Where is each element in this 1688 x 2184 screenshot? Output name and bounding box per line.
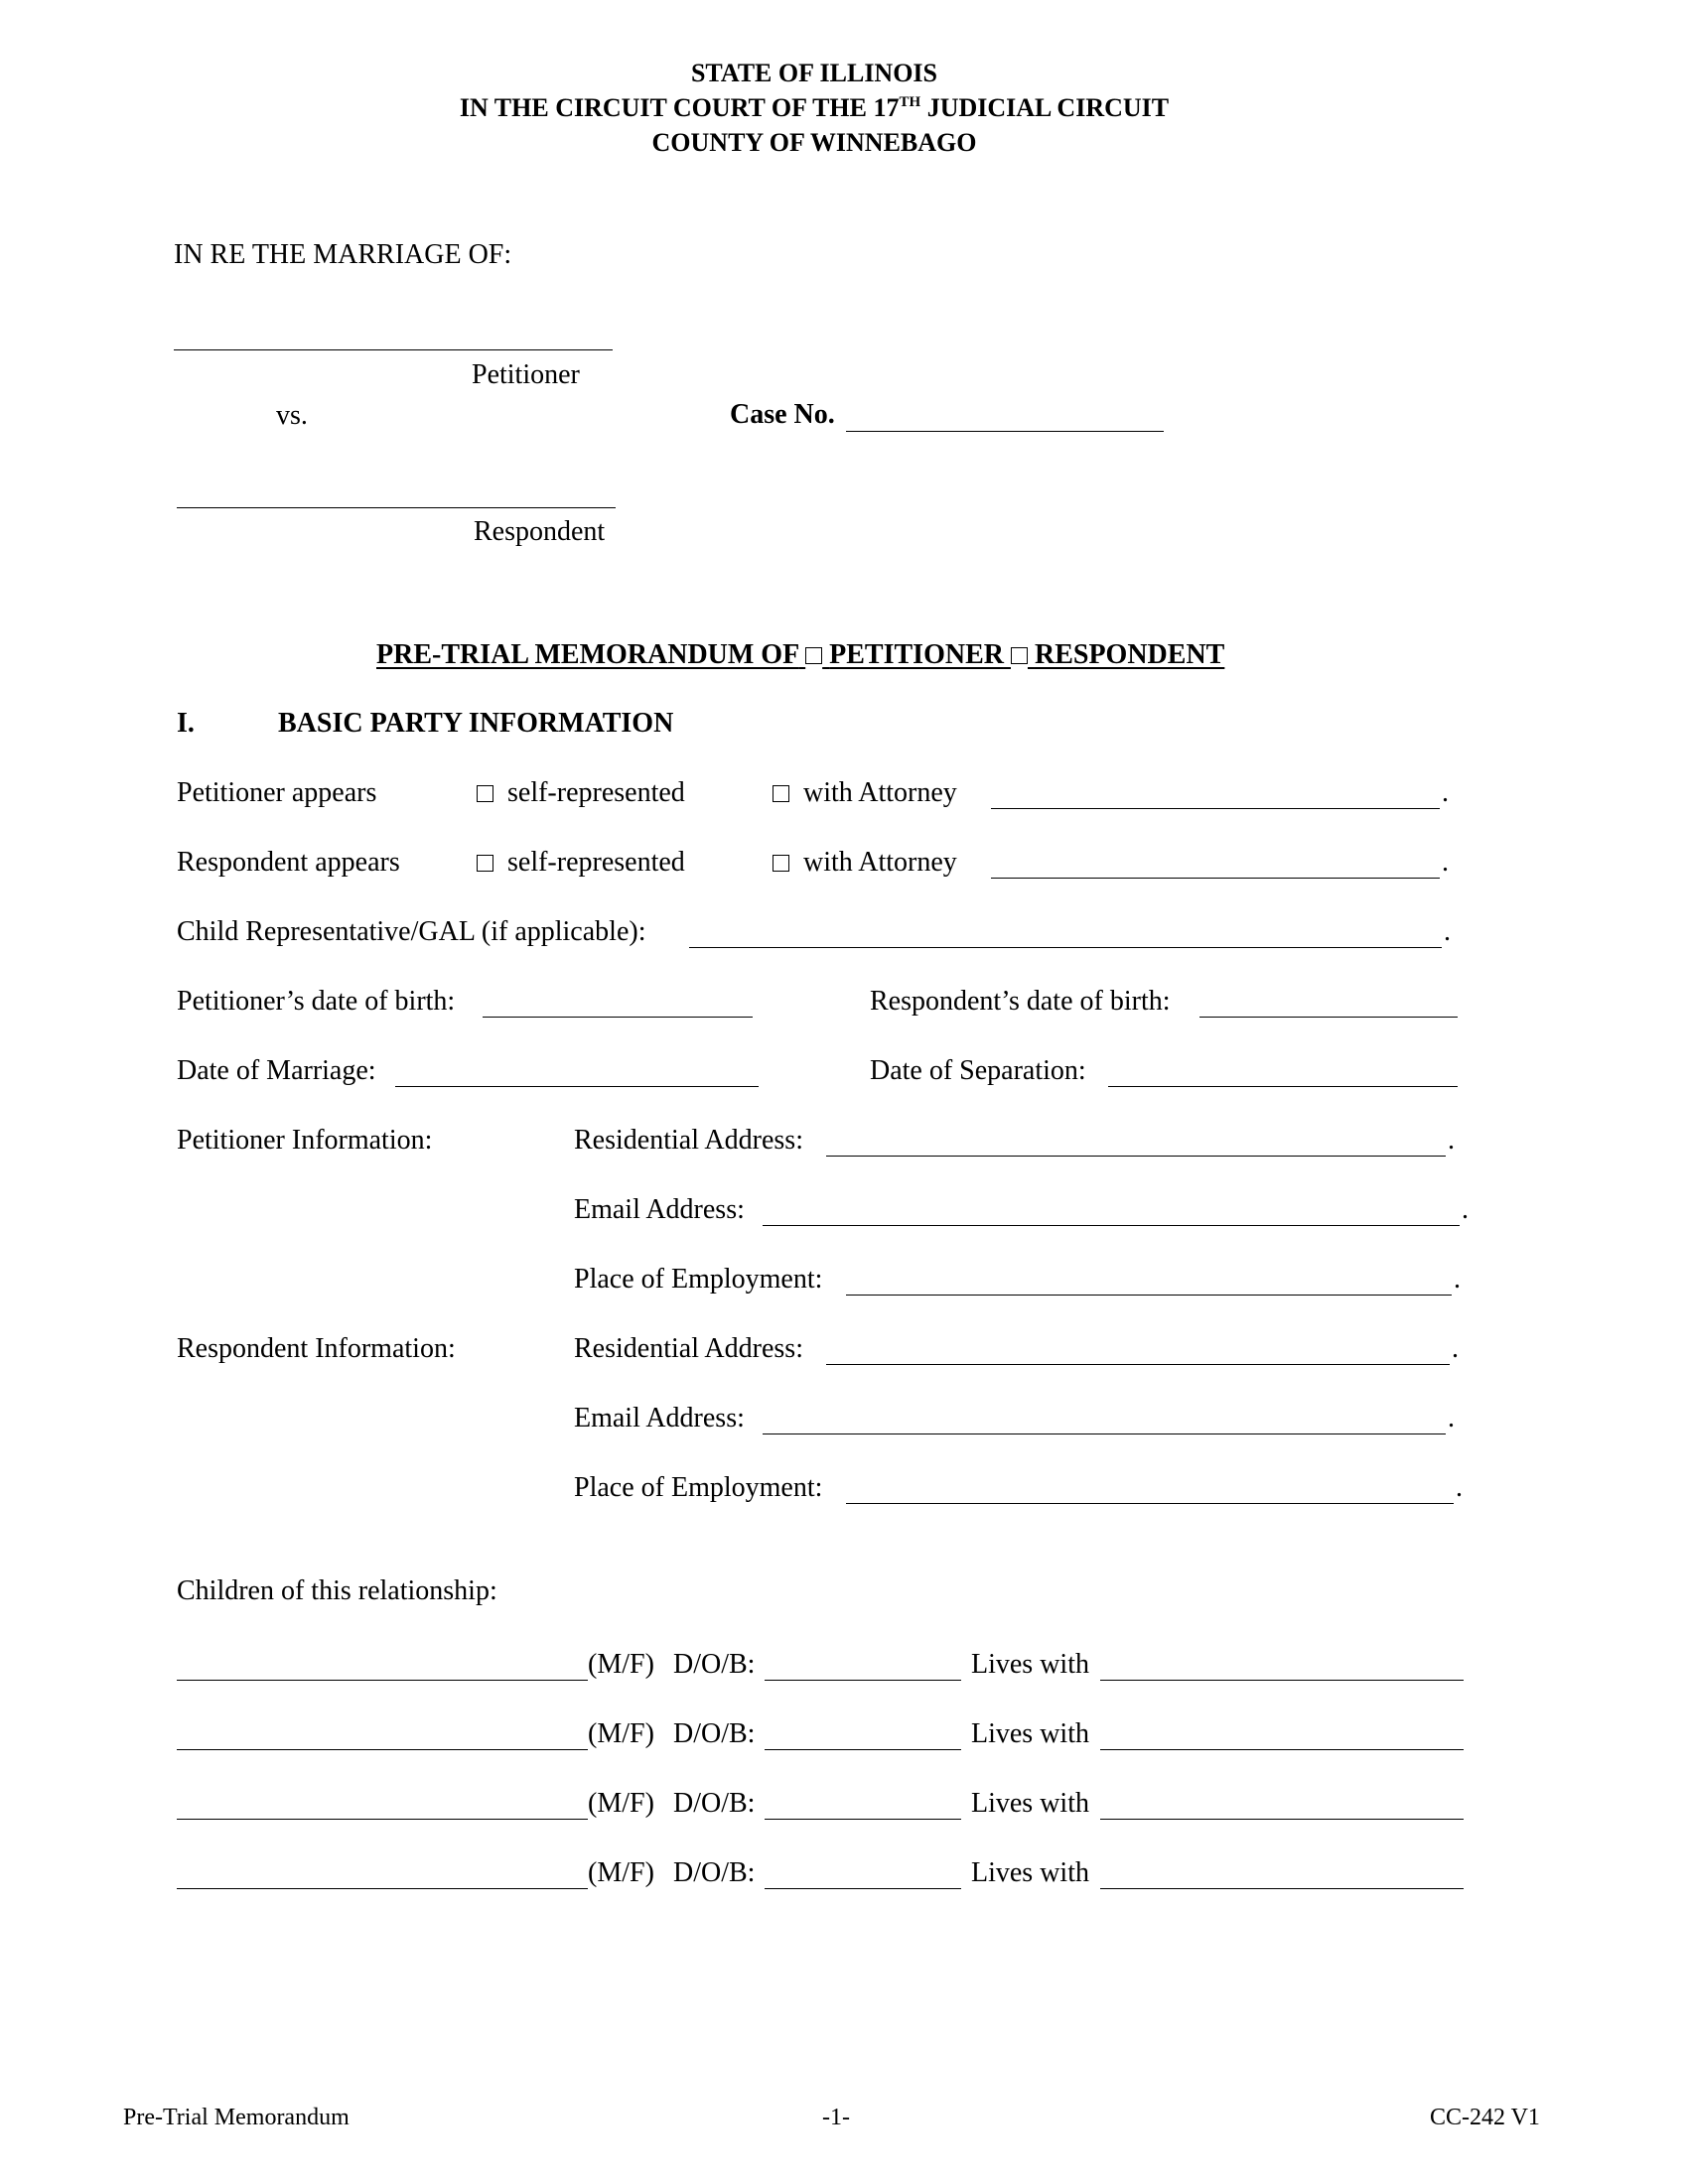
option-label: with Attorney: [803, 777, 957, 808]
footer-page-number: -1-: [822, 2105, 850, 2130]
period: .: [1454, 1264, 1461, 1295]
case-no-label: Case No.: [730, 399, 835, 430]
child-dob-field[interactable]: [765, 1680, 961, 1681]
period: .: [1442, 847, 1449, 878]
option-label: self-represented: [507, 777, 685, 808]
child-lives-with-label: Lives with: [971, 1857, 1089, 1888]
section-heading: BASIC PARTY INFORMATION: [278, 708, 674, 739]
child-dob-label: D/O/B:: [673, 1788, 756, 1819]
vs-label: vs.: [276, 400, 308, 431]
respondent-with-attorney[interactable]: [773, 846, 957, 880]
petitioner-with-attorney[interactable]: [773, 776, 957, 810]
child-name-field[interactable]: [177, 1888, 588, 1889]
petitioner-attorney-field[interactable]: [991, 808, 1440, 809]
respondent-name-field[interactable]: [177, 507, 616, 508]
child-name-field[interactable]: [177, 1749, 588, 1750]
memorandum-title: [376, 638, 1224, 672]
child-name-field[interactable]: [177, 1680, 588, 1681]
checkbox[interactable]: [773, 785, 789, 802]
child-dob-label: D/O/B:: [673, 1718, 756, 1749]
child-dob-label: D/O/B:: [673, 1649, 756, 1680]
petitioner-self-represented[interactable]: [477, 776, 685, 810]
respondent-label: Respondent: [474, 516, 606, 547]
checkbox[interactable]: [477, 785, 493, 802]
period: .: [1456, 1472, 1463, 1503]
checkbox[interactable]: [477, 855, 493, 872]
period: .: [1442, 777, 1449, 808]
child-sex-label: (M/F): [588, 1649, 654, 1680]
children-heading: Children of this relationship:: [177, 1575, 497, 1606]
petitioner-email-field[interactable]: [763, 1225, 1460, 1226]
petitioner-employment-label: Place of Employment:: [574, 1264, 823, 1295]
respondent-self-represented[interactable]: [477, 846, 685, 880]
period: .: [1462, 1194, 1469, 1225]
title-prefix: PRE-TRIAL MEMORANDUM OF: [376, 639, 799, 670]
petitioner-dob-label: Petitioner’s date of birth:: [177, 986, 456, 1017]
petitioner-checkbox[interactable]: [805, 647, 822, 664]
child-lives-with-field[interactable]: [1100, 1888, 1464, 1889]
child-lives-with-label: Lives with: [971, 1718, 1089, 1749]
respondent-appears-label: Respondent appears: [177, 847, 400, 878]
child-lives-with-field[interactable]: [1100, 1749, 1464, 1750]
child-dob-label: D/O/B:: [673, 1857, 756, 1888]
respondent-residential-field[interactable]: [826, 1364, 1450, 1365]
child-dob-field[interactable]: [765, 1819, 961, 1820]
option-label: with Attorney: [803, 847, 957, 878]
child-sex-label: (M/F): [588, 1718, 654, 1749]
respondent-employment-label: Place of Employment:: [574, 1472, 823, 1503]
date-of-separation-label: Date of Separation:: [870, 1055, 1086, 1086]
respondent-email-field[interactable]: [763, 1433, 1446, 1434]
petitioner-residential-label: Residential Address:: [574, 1125, 803, 1156]
child-name-field[interactable]: [177, 1819, 588, 1820]
petitioner-appears-label: Petitioner appears: [177, 777, 377, 808]
petitioner-label: Petitioner: [472, 359, 580, 390]
court-circuit-sup: TH: [899, 94, 921, 110]
title-option-respondent: RESPONDENT: [1034, 639, 1225, 670]
respondent-attorney-field[interactable]: [991, 878, 1440, 879]
title-option-petitioner: PETITIONER: [829, 639, 1004, 670]
court-state: STATE OF ILLINOIS: [690, 59, 938, 87]
footer-form-code: CC-242 V1: [1430, 2105, 1540, 2130]
date-of-marriage-field[interactable]: [395, 1086, 759, 1087]
gal-field[interactable]: [689, 947, 1442, 948]
child-lives-with-label: Lives with: [971, 1649, 1089, 1680]
period: .: [1452, 1333, 1459, 1364]
child-lives-with-field[interactable]: [1100, 1680, 1464, 1681]
date-of-marriage-label: Date of Marriage:: [177, 1055, 376, 1086]
date-of-separation-field[interactable]: [1108, 1086, 1458, 1087]
section-number: I.: [177, 708, 195, 739]
child-dob-field[interactable]: [765, 1749, 961, 1750]
respondent-checkbox[interactable]: [1011, 647, 1028, 664]
petitioner-employment-field[interactable]: [846, 1295, 1452, 1296]
period: .: [1444, 916, 1451, 947]
footer-form-name: Pre-Trial Memorandum: [123, 2105, 350, 2130]
child-dob-field[interactable]: [765, 1888, 961, 1889]
period: .: [1448, 1403, 1455, 1433]
petitioner-dob-field[interactable]: [483, 1017, 753, 1018]
option-label: self-represented: [507, 847, 685, 878]
petitioner-residential-field[interactable]: [826, 1156, 1446, 1157]
court-circuit-text-end: JUDICIAL CIRCUIT: [920, 93, 1170, 122]
respondent-residential-label: Residential Address:: [574, 1333, 803, 1364]
respondent-info-label: Respondent Information:: [177, 1333, 456, 1364]
respondent-email-label: Email Address:: [574, 1403, 745, 1433]
respondent-dob-field[interactable]: [1199, 1017, 1458, 1018]
gal-label: Child Representative/GAL (if applicable):: [177, 916, 646, 947]
court-county: COUNTY OF WINNEBAGO: [651, 128, 977, 157]
child-sex-label: (M/F): [588, 1788, 654, 1819]
petitioner-name-field[interactable]: [174, 349, 613, 350]
checkbox[interactable]: [773, 855, 789, 872]
petitioner-email-label: Email Address:: [574, 1194, 745, 1225]
respondent-dob-label: Respondent’s date of birth:: [870, 986, 1171, 1017]
period: .: [1448, 1125, 1455, 1156]
child-sex-label: (M/F): [588, 1857, 654, 1888]
child-lives-with-field[interactable]: [1100, 1819, 1464, 1820]
respondent-employment-field[interactable]: [846, 1503, 1454, 1504]
court-circuit-text: IN THE CIRCUIT COURT OF THE 17: [459, 93, 900, 122]
petitioner-info-label: Petitioner Information:: [177, 1125, 433, 1156]
in-re-label: IN RE THE MARRIAGE OF:: [174, 239, 512, 270]
case-no-field[interactable]: [846, 431, 1164, 432]
child-lives-with-label: Lives with: [971, 1788, 1089, 1819]
court-circuit: [0, 90, 1658, 126]
